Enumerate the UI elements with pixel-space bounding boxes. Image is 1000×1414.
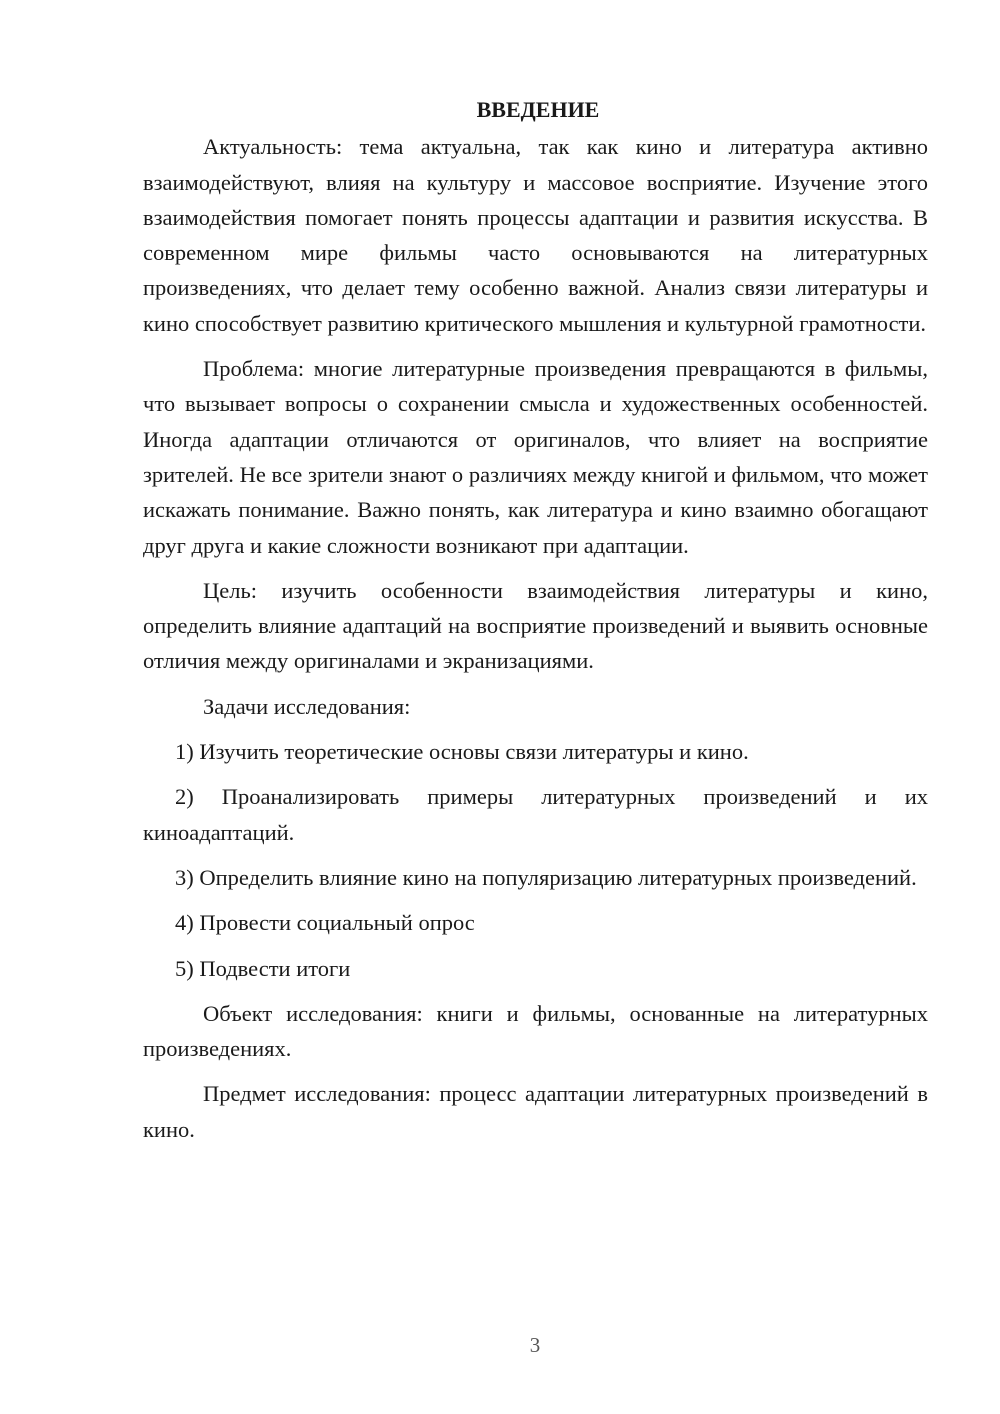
task-item-4: 4) Провести социальный опрос [175, 910, 475, 936]
page-content [143, 92, 928, 1157]
page-number: 3 [529, 1333, 541, 1357]
task-item-3: 3) Определить влияние кино на популяризацию литературных произведений. [175, 864, 917, 890]
research-object-paragraph: Объект исследования: книги и фильмы, основанные на литературных произведениях. [143, 1000, 928, 1062]
task-item-2: 2) Проанализировать примеры литературных произведений и их киноадаптаций. [143, 784, 928, 845]
tasks-label: Задачи исследования: [203, 693, 411, 719]
goal-paragraph: Цель: изучить особенности взаимодействия литературы и кино, определить влияние адаптаций на восприятие произведений и выявить основные отличия между оригиналами и экранизациями. [143, 577, 928, 674]
task-item-5: 5) Подвести итоги [175, 955, 351, 981]
relevance-paragraph: Актуальность: тема актуальна, так как кино и литература активно взаимодействуют, влияя на культуру и массовое восприятие. Изучение этого взаимодействия помогает понять процессы адаптации и развития искусства. В современном мире фильмы часто основываются на литературных произведениях, что делает тему особенно важной. Анализ связи литературы и кино способствует развитию критического мышления и культурной грамотности. [143, 134, 928, 336]
section-heading: ВВЕДЕНИЕ [476, 97, 600, 122]
research-subject-paragraph: Предмет исследования: процесс адаптации литературных произведений в кино. [143, 1081, 928, 1142]
problem-paragraph: Проблема: многие литературные произведения превращаются в фильмы, что вызывает вопросы о сохранении смысла и художественных особенностей. Иногда адаптации отличаются от оригиналов, что влияет на восприятие зрителей. Не все зрители знают о различиях между книгой и фильмом, что может искажать понимание. Важно понять, как литература и кино взаимно обогащают друг друга и какие сложности возникают при адаптации. [143, 356, 928, 558]
task-item-1: 1) Изучить теоретические основы связи литературы и кино. [175, 739, 749, 765]
